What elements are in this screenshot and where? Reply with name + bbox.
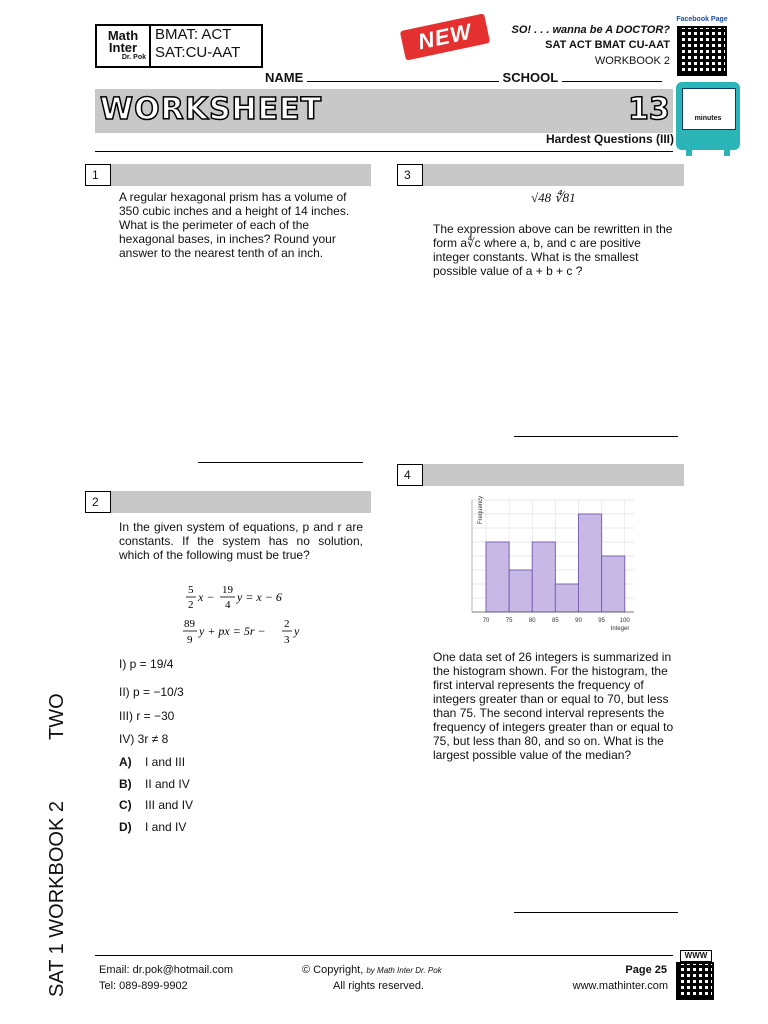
q1-number: 1 <box>85 164 111 186</box>
x-tick-label: 85 <box>552 618 559 624</box>
workbook-label: WORKBOOK 2 <box>594 55 670 67</box>
website-qr-code-icon <box>676 962 714 1000</box>
name-label: NAME <box>265 70 304 85</box>
svg-text:5: 5 <box>188 584 194 596</box>
footer-copyright <box>302 964 442 976</box>
histogram-bar <box>486 542 509 612</box>
website-link[interactable]: www.mathinter.com <box>572 980 668 992</box>
worksheet-title: WORKSHEET <box>100 92 323 127</box>
name-field[interactable] <box>307 81 499 82</box>
q4-histogram <box>462 488 642 639</box>
svg-text:2: 2 <box>284 618 290 630</box>
svg-text:3: 3 <box>284 634 290 646</box>
q3-expression: √48 ∜81 <box>531 190 576 205</box>
q2-statement-2: II) p = −10/3 <box>119 685 184 699</box>
worksheet-subtitle: Hardest Questions (III) <box>545 132 674 146</box>
q2-choice-a[interactable] <box>119 755 185 769</box>
q3-header-bar <box>397 164 684 186</box>
x-tick-label: 90 <box>575 618 582 624</box>
equation-1-graphic <box>184 582 314 612</box>
q2-statement-3: III) r = −30 <box>119 709 175 723</box>
q2-statement-1: I) p = 19/4 <box>119 657 174 671</box>
school-label: SCHOOL <box>502 70 558 85</box>
side-text-two: TWO <box>46 693 68 740</box>
q1-header-bar <box>85 164 371 186</box>
histogram-bar <box>532 542 555 612</box>
choice-letter: D) <box>119 820 132 834</box>
name-school-line <box>265 70 662 85</box>
histogram-bar <box>555 584 578 612</box>
svg-text:19: 19 <box>222 584 233 596</box>
svg-text:y + px = 5r −: y + px = 5r − <box>199 624 266 638</box>
q1-answer-line[interactable] <box>198 462 363 463</box>
footer-divider <box>95 955 673 956</box>
worksheet-number: 13 <box>628 92 670 127</box>
x-axis-label: Integer <box>610 626 630 632</box>
svg-text:y: y <box>294 624 300 638</box>
q2-number: 2 <box>85 491 111 513</box>
timer-leg <box>686 148 692 156</box>
logo-line1: Math <box>107 28 139 43</box>
q3-number: 3 <box>397 164 423 186</box>
facebook-page-label: Facebook Page <box>676 16 728 23</box>
q2-choice-c[interactable] <box>119 798 193 812</box>
q4-text: One data set of 26 integers is summarized in the histogram shown. For the histogram, the first interval represents the frequency of integers greater than or equal to 70, but less than 75. The second interval represents the frequency of integers greater than or equal to 75, but less than 80, and so on. What is the largest possible value of the median? <box>433 650 674 762</box>
x-tick-label: 70 <box>482 618 490 624</box>
svg-text:9: 9 <box>187 634 193 646</box>
x-tick-label: 95 <box>598 618 605 624</box>
logo-line3: Dr. Pok <box>121 54 146 61</box>
svg-text:2: 2 <box>188 599 194 611</box>
q4-answer-line[interactable] <box>514 912 678 913</box>
footer-email: Email: dr.pok@hotmail.com <box>99 964 234 976</box>
slogan: SO! . . . wanna be A DOCTOR? <box>511 24 670 36</box>
histogram-bar <box>579 514 602 612</box>
q2-statement-4: IV) 3r ≠ 8 <box>119 732 169 746</box>
brand-box <box>151 24 263 68</box>
new-badge: NEW <box>400 13 490 60</box>
svg-text:y = x − 6: y = x − 6 <box>237 590 282 604</box>
x-tick-label: 80 <box>528 618 536 624</box>
x-tick-label: 75 <box>505 618 513 624</box>
footer-tel: Tel: 089-899-9902 <box>99 980 188 992</box>
q2-equation-2 <box>182 616 312 653</box>
choice-text: I and III <box>145 755 186 769</box>
brand-line2: SAT:CU-AAT <box>155 44 241 61</box>
q4-header-bar <box>397 464 684 486</box>
footer-rights: All rights reserved. <box>333 980 425 992</box>
choice-text: III and IV <box>145 798 194 812</box>
x-tick-label: 100 <box>619 618 630 624</box>
timer-icon <box>676 82 740 150</box>
school-field[interactable] <box>562 81 662 82</box>
facebook-qr-code-icon <box>677 26 727 76</box>
choice-letter: A) <box>119 755 132 769</box>
www-badge: WWW <box>680 950 712 962</box>
divider <box>95 151 673 152</box>
q2-choice-d[interactable] <box>119 820 186 834</box>
series-title: SAT ACT BMAT CU-AAT <box>545 39 670 51</box>
choice-letter: B) <box>119 777 132 791</box>
side-text-workbook: SAT 1 WORKBOOK 2 <box>46 801 68 997</box>
svg-text:4: 4 <box>225 599 231 611</box>
copyright-text: © Copyright, <box>302 964 364 976</box>
logo-line2: Inter <box>108 40 138 55</box>
brand-line1: BMAT: ACT <box>155 26 232 43</box>
q2-choice-b[interactable] <box>119 777 190 791</box>
q4-number: 4 <box>397 464 423 486</box>
timer-label: minutes <box>694 115 722 122</box>
histogram-bar <box>509 570 532 612</box>
svg-text:x −: x − <box>198 590 215 604</box>
histogram-bar <box>602 556 625 612</box>
q1-text: A regular hexagonal prism has a volume of 350 cubic inches and a height of 14 inches. What is the perimeter of each of the hexagonal bases, in inches? Round your answer to the nearest tenth of an inch. <box>119 190 350 260</box>
q2-text: In the given system of equations, p and r are constants. If the system has no solution, which of the following must be true? <box>119 520 363 562</box>
copyright-by: by Math Inter Dr. Pok <box>366 966 442 975</box>
choice-letter: C) <box>119 798 132 812</box>
page-number: Page 25 <box>625 964 667 976</box>
timer-leg <box>724 148 730 156</box>
timer-screen <box>682 88 736 130</box>
histogram-chart <box>462 488 642 634</box>
choice-text: II and IV <box>145 777 190 791</box>
y-axis-label: Frequency <box>478 495 484 525</box>
svg-text:89: 89 <box>184 618 195 630</box>
q2-equation-1 <box>184 582 314 617</box>
equation-2-graphic <box>182 616 312 648</box>
q3-text: The expression above can be rewritten in the form a∜c where a, b, and c are positive integer constants. What is the smallest possible value of a + b + c ? <box>433 222 673 278</box>
q3-answer-line[interactable] <box>514 436 678 437</box>
choice-text: I and IV <box>145 820 187 834</box>
math-inter-logo <box>95 24 151 68</box>
q2-header-bar <box>85 491 371 513</box>
